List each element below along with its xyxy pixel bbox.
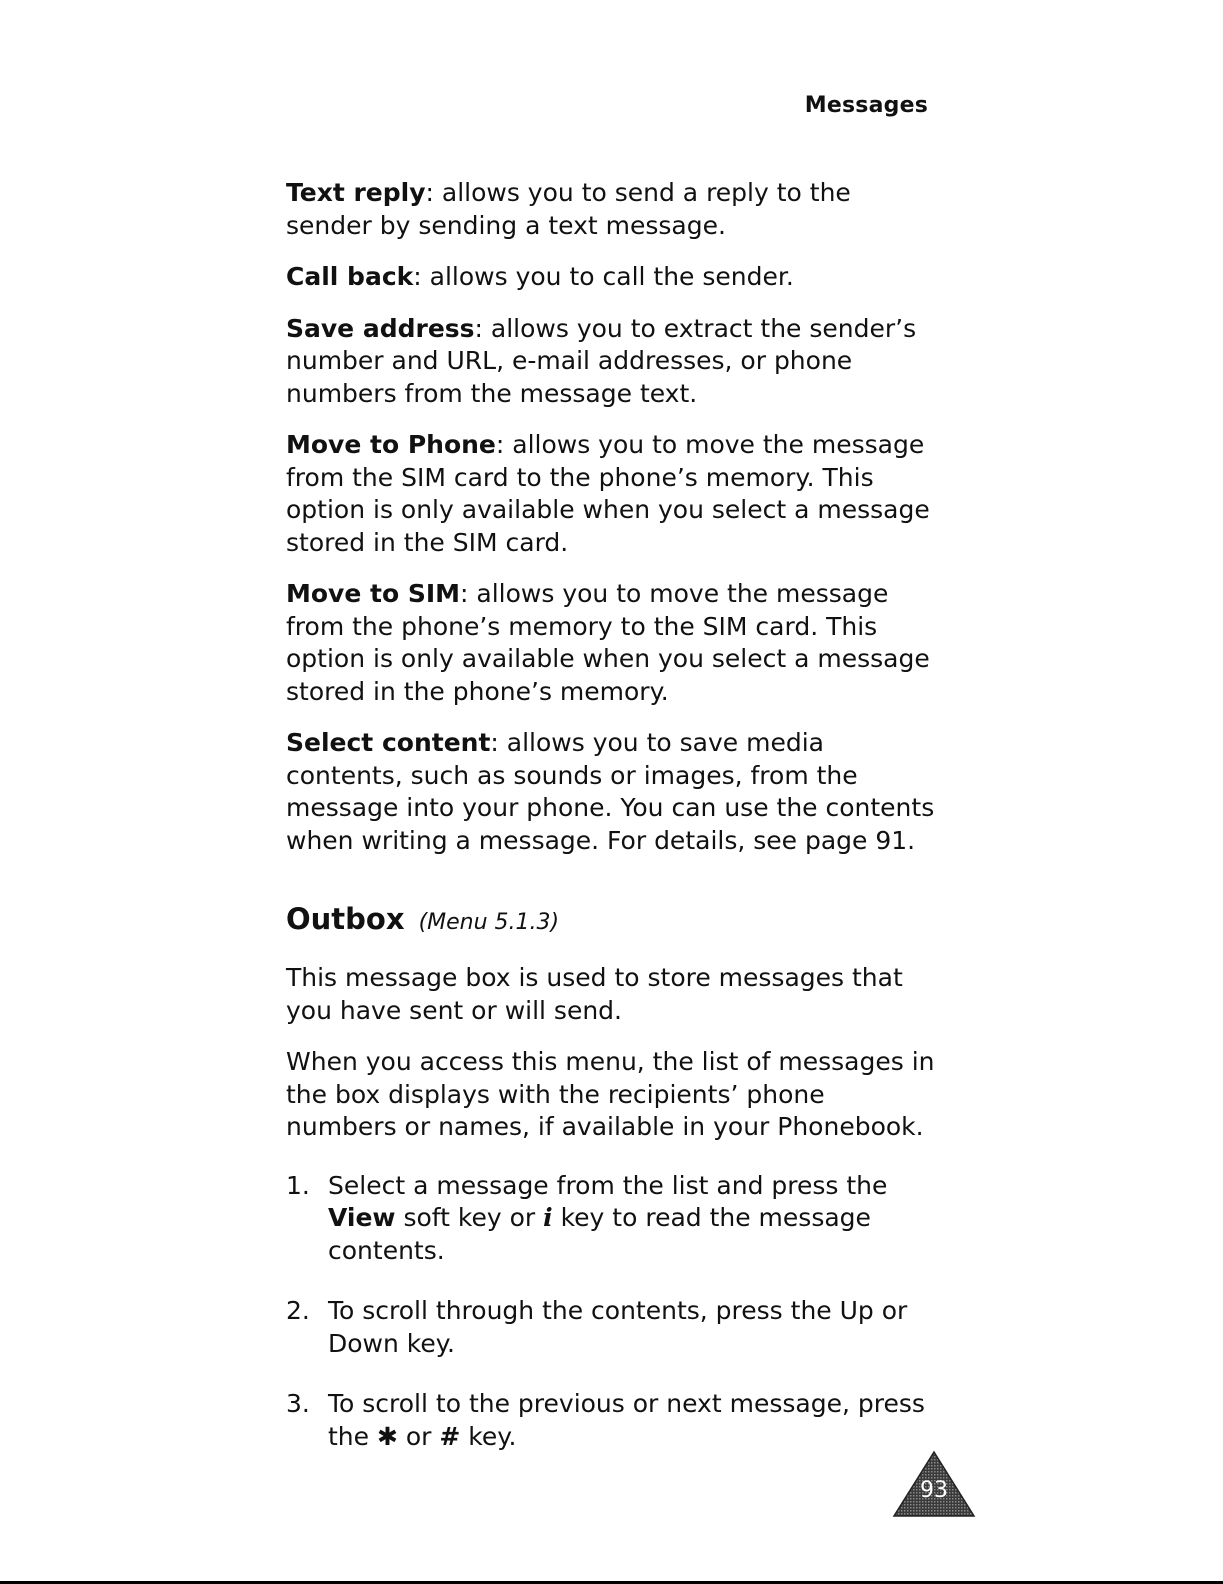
step-text-part: To scroll to the previous or next message, press the [328,1389,925,1451]
step-text-part: or [397,1421,440,1451]
section-heading-outbox [286,901,936,941]
option-move-to-sim [286,578,936,708]
running-title: Messages [804,93,928,118]
step-number: 3. [286,1389,310,1418]
option-select-content [286,727,936,857]
step-text: To scroll through the contents, press the Up or Down key. [328,1296,908,1358]
step-text [328,1170,936,1268]
option-term: Call back [286,262,414,291]
info-key-icon: i [543,1203,553,1232]
option-text-reply [286,177,936,242]
step-text [328,1388,936,1453]
option-description: : allows you to call the sender. [413,262,794,291]
steps-list [286,1170,936,1454]
step-number: 2. [286,1296,310,1325]
option-description: : allows you to send a reply to the sender by sending a text message. [286,178,851,240]
step-number: 1. [286,1170,310,1200]
page-number: 93 [920,1478,948,1503]
menu-reference: (Menu 5.1.3) [418,910,560,935]
option-description: : allows you to move the message from the phone’s memory to the SIM card. This option is only available when you select a message stored in the phone’s memory. [286,579,930,706]
hash-key-icon: # [439,1421,461,1451]
step-text-part: key to read the message contents. [328,1203,871,1265]
option-term: Move to Phone [286,430,496,459]
outbox-intro-paragraph: This message box is used to store messages that you have sent or will send. [286,963,903,1025]
option-term: Save address [286,313,475,343]
step-item [286,1388,936,1453]
option-term: Text reply [286,178,426,207]
step-text-part: Select a message from the list and press the [328,1170,888,1200]
option-description: : allows you to move the message from the SIM card to the phone’s memory. This option is only available when you select a message stored in the SIM card. [286,430,930,557]
page-number-badge [892,1450,976,1518]
outbox-access-paragraph: When you access this menu, the list of messages in the box displays with the recipients’ phone numbers or names, if available in your Phonebook. [286,1047,935,1141]
option-description: : allows you to extract the sender’s number and URL, e-mail addresses, or phone numbers from the message text. [286,313,917,408]
option-term: Move to SIM [286,579,461,608]
section-title: Outbox [286,902,405,936]
view-softkey-label: View [328,1203,396,1232]
star-key-icon: ✱ [376,1421,398,1451]
option-move-to-phone [286,429,936,559]
step-text-part: key. [460,1421,517,1451]
step-item [286,1170,936,1268]
step-item [286,1295,936,1360]
step-text-part: soft key or [395,1203,544,1232]
page-content [286,177,936,1481]
option-save-address [286,313,936,411]
option-term: Select content [286,728,491,757]
option-call-back [286,261,936,294]
option-description: : allows you to save media contents, such as sounds or images, from the message into your phone. You can use the contents when writing a message. For details, see page 91. [286,728,935,855]
